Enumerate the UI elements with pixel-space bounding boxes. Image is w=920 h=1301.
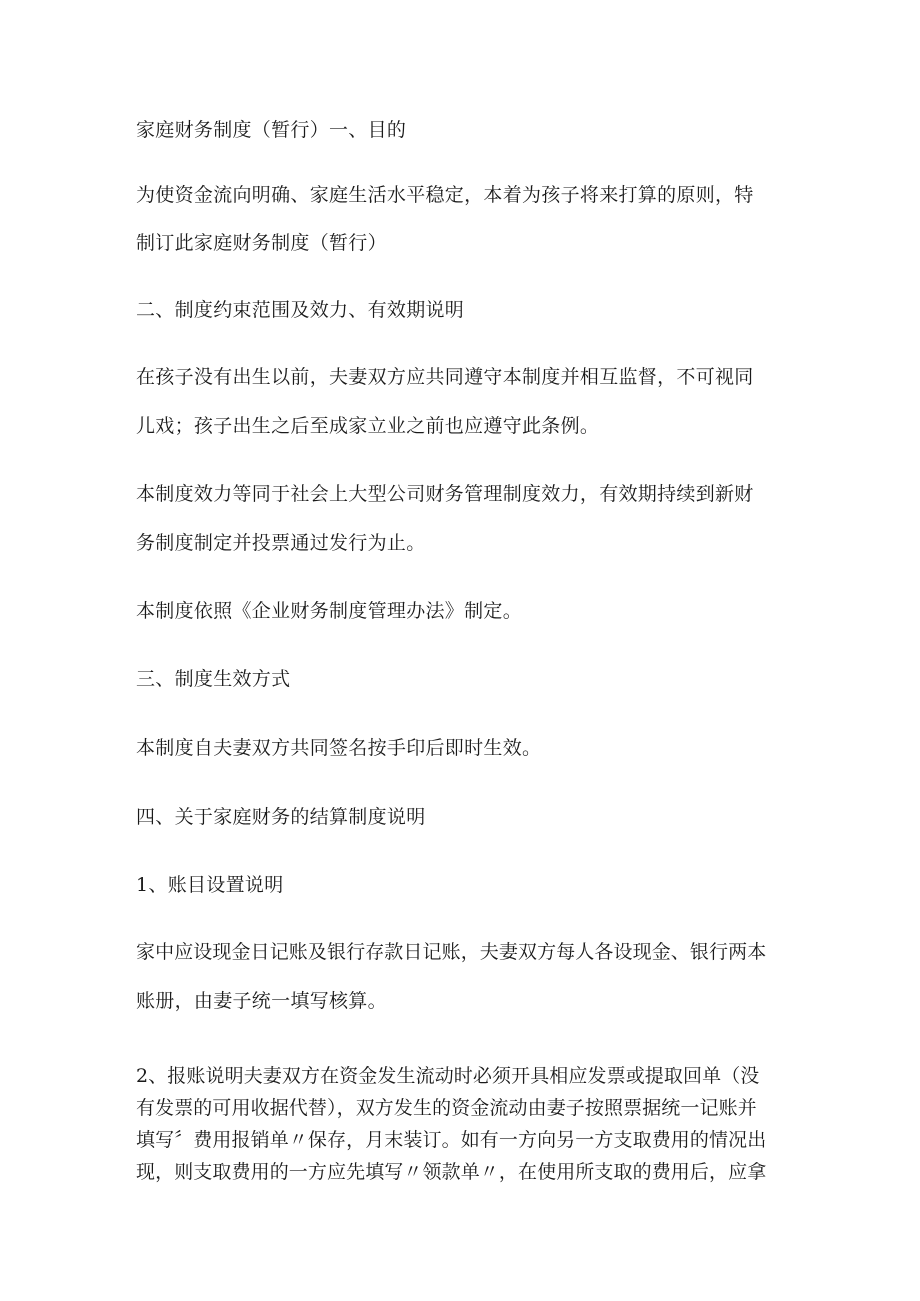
section-heading: 二、制度约束范围及效力、有效期说明: [136, 299, 465, 321]
paragraph-line: 2、报账说明夫妻双方在资金发生流动时必须开具相应发票或提取回单（没: [136, 1065, 760, 1087]
paragraph-line: 有发票的可用收据代替），双方发生的资金流动由妻子按照票据统一记账并: [136, 1097, 757, 1119]
paragraph-line: 为使资金流向明确、家庭生活水平稳定，本着为孩子将来打算的原则，特: [136, 184, 754, 206]
section-heading: 四、关于家庭财务的结算制度说明: [136, 806, 426, 828]
doc-title: 家庭财务制度（暂行）一、目的: [136, 119, 407, 141]
paragraph-line: 现，则支取费用的一方应先填写〃领款单〃，在使用所支取的费用后，应拿: [136, 1161, 767, 1183]
paragraph-line: 填写〞费用报销单〃保存，月末装订。如有一方向另一方支取费用的情况出: [136, 1129, 767, 1151]
paragraph-line: 本制度依照《企业财务制度管理办法》制定。: [136, 600, 523, 622]
paragraph-line: 制订此家庭财务制度（暂行）: [136, 232, 387, 254]
section-heading: 三、制度生效方式: [136, 668, 291, 690]
paragraph-line: 本制度效力等同于社会上大型公司财务管理制度效力，有效期持续到新财: [136, 483, 754, 505]
paragraph-line: 务制度制定并投票通过发行为止。: [136, 532, 426, 554]
paragraph-line: 本制度自夫妻双方共同签名按手印后即时生效。: [136, 737, 542, 759]
subsection-heading: 1、账目设置说明: [136, 874, 284, 896]
paragraph-line: 儿戏；孩子出生之后至成家立业之前也应遵守此条例。: [136, 415, 600, 437]
paragraph-line: 家中应设现金日记账及银行存款日记账，夫妻双方每人各设现金、银行两本: [136, 941, 767, 963]
paragraph-line: 账册，由妻子统一填写核算。: [136, 990, 387, 1012]
paragraph-line: 在孩子没有出生以前，夫妻双方应共同遵守本制度并相互监督，不可视同: [136, 366, 754, 388]
